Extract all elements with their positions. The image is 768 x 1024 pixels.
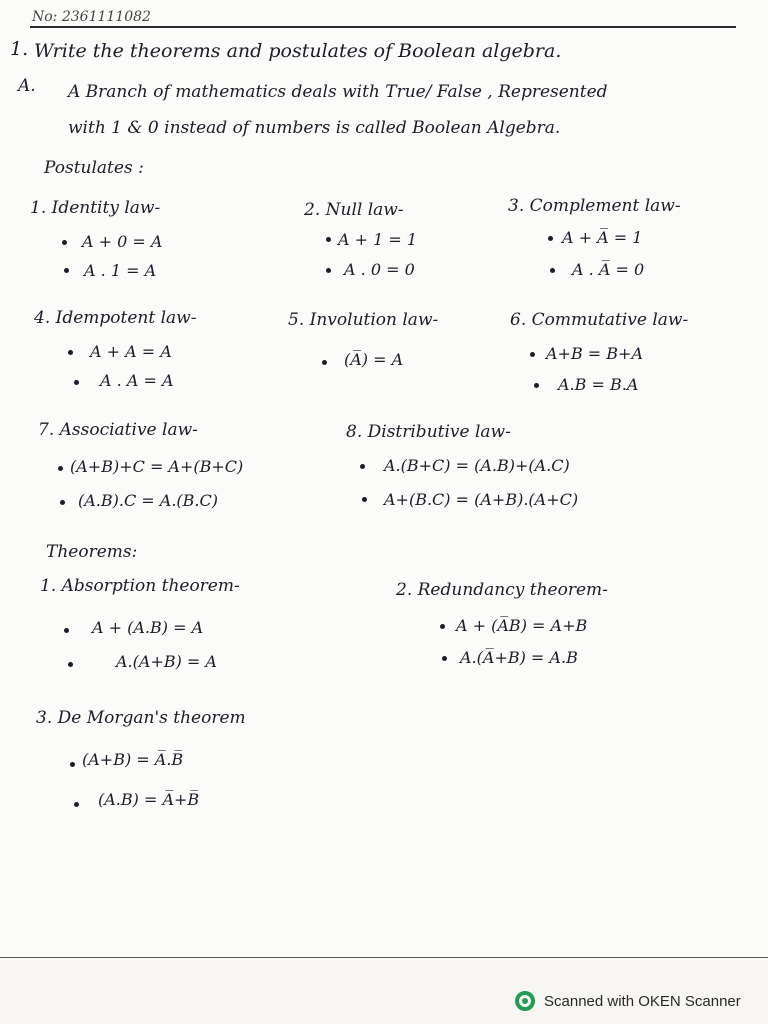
bullet bbox=[62, 240, 67, 245]
absorption-theorem-item: A.(A+B) = A bbox=[116, 652, 217, 671]
bullet bbox=[360, 464, 365, 469]
bullet bbox=[58, 466, 63, 471]
idempotent-law-item: A + A = A bbox=[90, 342, 172, 361]
scanner-watermark bbox=[514, 990, 741, 1012]
bullet bbox=[322, 360, 327, 365]
involution-law-item: (A̅) = A bbox=[344, 350, 404, 369]
involution-law-title: 5. Involution law- bbox=[288, 310, 439, 330]
distributive-law-item: A+(B.C) = (A+B).(A+C) bbox=[384, 490, 579, 509]
de-morgan-theorem-title: 3. De Morgan's theorem bbox=[36, 708, 246, 728]
null-law-item: A + 1 = 1 bbox=[338, 230, 418, 249]
redundancy-theorem-item: A.(A̅+B) = A.B bbox=[460, 648, 578, 667]
bullet bbox=[70, 762, 75, 767]
de-morgan-theorem-item: (A+B) = A̅.B̅ bbox=[82, 750, 184, 769]
associative-law-item: (A.B).C = A.(B.C) bbox=[78, 491, 218, 510]
commutative-law-item: A.B = B.A bbox=[558, 375, 639, 394]
bullet bbox=[530, 352, 535, 357]
bullet bbox=[550, 268, 555, 273]
bullet bbox=[60, 500, 65, 505]
distributive-law-item: A.(B+C) = (A.B)+(A.C) bbox=[384, 456, 570, 475]
top-rule bbox=[30, 26, 736, 28]
associative-law-title: 7. Associative law- bbox=[38, 420, 198, 440]
bullet bbox=[326, 237, 331, 242]
idempotent-law-title: 4. Idempotent law- bbox=[34, 308, 197, 328]
bullet bbox=[326, 268, 331, 273]
identity-law-item: A + 0 = A bbox=[82, 232, 163, 251]
answer-line-1: A Branch of mathematics deals with True/ False , Represented bbox=[68, 82, 608, 102]
scanner-text: Scanned with OKEN Scanner bbox=[544, 992, 741, 1010]
postulates-heading: Postulates : bbox=[44, 158, 144, 178]
answer-line-2: with 1 & 0 instead of numbers is called Boolean Algebra. bbox=[68, 118, 561, 138]
distributive-law-title: 8. Distributive law- bbox=[346, 422, 511, 442]
redundancy-theorem-item: A + (A̅B) = A+B bbox=[456, 616, 588, 635]
answer-label: A. bbox=[18, 76, 36, 96]
identity-law-item: A . 1 = A bbox=[84, 261, 157, 280]
theorems-heading: Theorems: bbox=[46, 542, 138, 562]
commutative-law-title: 6. Commutative law- bbox=[510, 310, 689, 330]
bottom-rule bbox=[0, 957, 768, 958]
oken-logo-icon bbox=[514, 990, 536, 1012]
redundancy-theorem-title: 2. Redundancy theorem- bbox=[396, 580, 608, 600]
bullet bbox=[68, 350, 73, 355]
bullet bbox=[440, 624, 445, 629]
de-morgan-theorem-item: (A.B) = A̅+B̅ bbox=[98, 790, 200, 809]
idempotent-law-item: A . A = A bbox=[100, 371, 174, 390]
question-number: 1. bbox=[10, 38, 29, 60]
identity-law-title: 1. Identity law- bbox=[30, 198, 161, 218]
absorption-theorem-title: 1. Absorption theorem- bbox=[40, 576, 240, 596]
complement-law-item: A + A̅ = 1 bbox=[562, 228, 643, 247]
bullet bbox=[534, 383, 539, 388]
bullet bbox=[64, 628, 69, 633]
roll-number: No: 2361111082 bbox=[32, 9, 151, 25]
complement-law-title: 3. Complement law- bbox=[508, 196, 681, 216]
associative-law-item: (A+B)+C = A+(B+C) bbox=[70, 457, 244, 476]
bullet bbox=[64, 268, 69, 273]
bullet bbox=[362, 497, 367, 502]
bullet bbox=[548, 236, 553, 241]
commutative-law-item: A+B = B+A bbox=[546, 344, 644, 363]
null-law-item: A . 0 = 0 bbox=[344, 260, 415, 279]
bullet bbox=[74, 802, 79, 807]
bullet bbox=[442, 656, 447, 661]
bullet bbox=[68, 662, 73, 667]
complement-law-item: A . A̅ = 0 bbox=[572, 260, 645, 279]
null-law-title: 2. Null law- bbox=[304, 200, 404, 220]
bullet bbox=[74, 380, 79, 385]
absorption-theorem-item: A + (A.B) = A bbox=[92, 618, 204, 637]
question-text: Write the theorems and postulates of Boolean algebra. bbox=[34, 40, 562, 62]
